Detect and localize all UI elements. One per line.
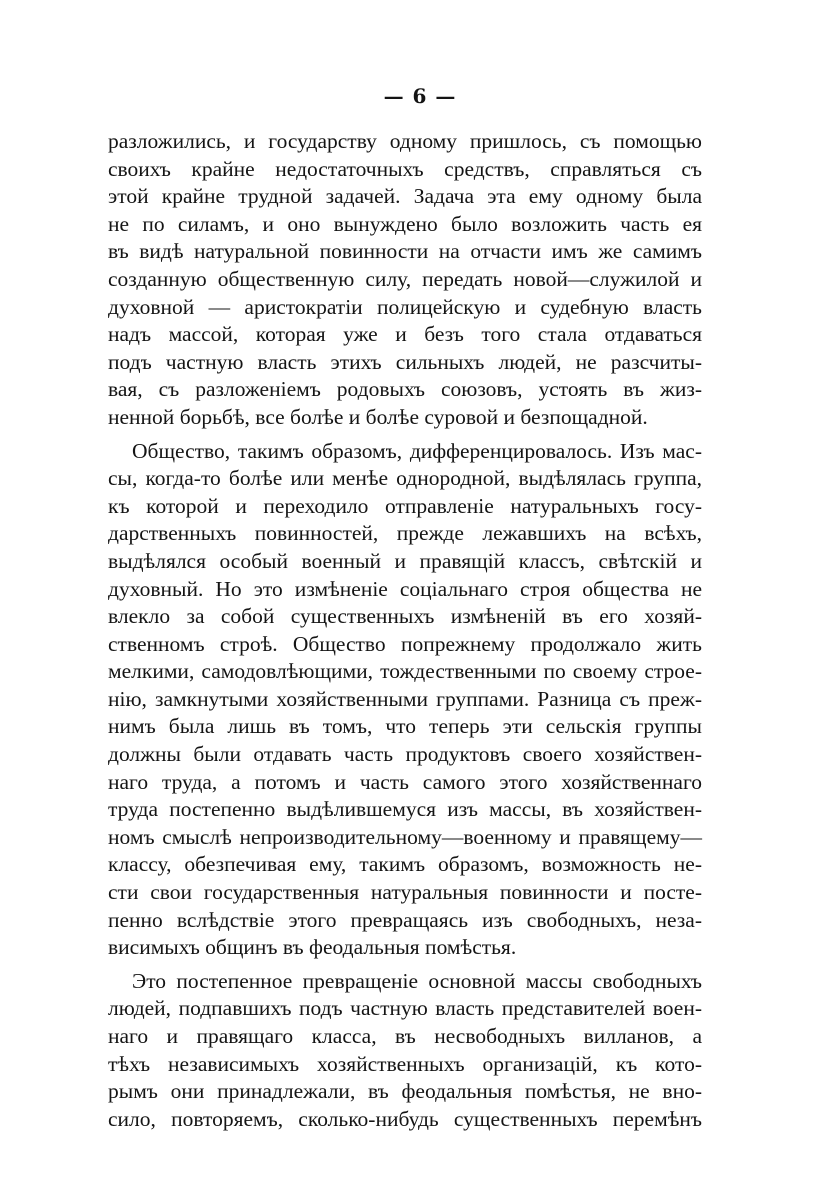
text-line: сило, повторяемъ, сколько-нибудь существенныхъ перемѣнъ	[108, 1106, 702, 1131]
text-line: дарственныхъ повинностей, прежде лежавшихъ на всѣхъ,	[108, 521, 702, 546]
text-line: классу, обезпечивая ему, такимъ образомъ, возможность не-	[108, 852, 702, 877]
text-line: влекло за собой существенныхъ измѣненій въ его хозяй-	[108, 604, 702, 629]
text-line: пенно вслѣдствіе этого превращаясь изъ свободныхъ, неза-	[108, 907, 702, 932]
text-line: духовной — аристократіи полицейскую и судебную власть	[108, 294, 702, 319]
text-line: выдѣлялся особый военный и правящій классъ, свѣтскій и	[108, 548, 702, 573]
text-line: духовный. Но это измѣненіе соціальнаго строя общества не	[108, 576, 702, 601]
text-line: ненной борьбѣ, все болѣе и болѣе суровой и безпощадной.	[108, 404, 648, 429]
text-line: разложились, и государству одному пришлось, съ помощью	[108, 129, 702, 153]
text-line: не по силамъ, и оно вынуждено было возложить часть ея	[108, 211, 702, 236]
text-line: въ видѣ натуральной повинности на отчасти имъ же самимъ	[108, 239, 702, 264]
paragraph-1	[108, 128, 702, 432]
text-line: своихъ крайне недостаточныхъ средствъ, справляться съ	[108, 156, 702, 181]
text-line: тѣхъ независимыхъ хозяйственныхъ организацій, къ кото-	[108, 1051, 702, 1076]
text-line: наго и правящаго класса, въ несвободныхъ вилланов, а	[108, 1024, 702, 1048]
text-line: этой крайне трудной задачей. Задача эта ему одному была	[108, 184, 702, 209]
text-line: наго труда, а потомъ и часть самого этого хозяйственнаго	[108, 769, 702, 794]
text-line: сы, когда-то болѣе или менѣе однородной, выдѣлялась группа,	[108, 466, 702, 491]
text-line: номъ смыслѣ непроизводительному—военному и правящему—	[108, 824, 702, 849]
text-line: надъ массой, которая уже и безъ того стала отдаваться	[108, 322, 702, 347]
text-line: людей, подпавшихъ подъ частную власть представителей воен-	[108, 996, 702, 1021]
paragraph-3	[108, 968, 702, 1134]
text-line: труда постепенно выдѣлившемуся изъ массы, въ хозяйствен-	[108, 797, 702, 822]
text-line: висимыхъ общинъ въ феодальныя помѣстья.	[108, 935, 517, 960]
text-line: созданную общественную силу, передать новой—служилой и	[108, 266, 702, 291]
text-line: ственномъ строѣ. Общество попрежнему продолжало жить	[108, 631, 702, 656]
text-line: сти свои государственныя натуральныя повинности и посте-	[108, 880, 702, 905]
text-line: подъ частную власть этихъ сильныхъ людей, не разсчиты-	[108, 349, 702, 374]
page-number: — 6 —	[383, 84, 457, 108]
text-line: рымъ они принадлежали, въ феодальныя помѣстья, не вно-	[108, 1079, 702, 1104]
text-line: нимъ была лишь въ томъ, что теперь эти сельскія группы	[108, 714, 702, 739]
text-line: нію, замкнутыми хозяйственными группами. Разница съ преж-	[108, 686, 702, 711]
text-line: должны были отдавать часть продуктовъ своего хозяйствен-	[108, 742, 702, 767]
text-line: Общество, такимъ образомъ, дифференцировалось. Изъ мас-	[132, 438, 702, 463]
paragraph-2	[108, 438, 702, 962]
body-text	[108, 128, 702, 1133]
text-line: вая, съ разложеніемъ родовыхъ союзовъ, устоять въ жиз-	[108, 377, 702, 402]
text-line: мелкими, самодовлѣющими, тождественными по своему строе-	[108, 659, 702, 684]
text-line: къ которой и переходило отправленіе натуральныхъ госу-	[108, 493, 702, 518]
text-line: Это постепенное превращеніе основной массы свободныхъ	[132, 968, 702, 993]
